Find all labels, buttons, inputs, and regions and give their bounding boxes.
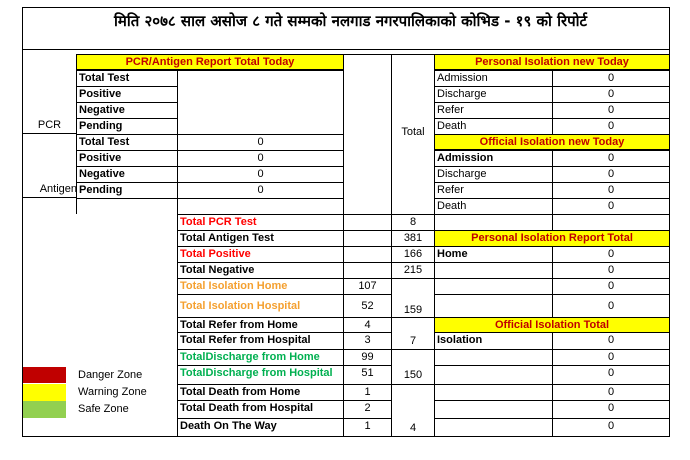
official-new-value: 0 (552, 182, 670, 199)
official-total-value: 0 (552, 400, 670, 419)
personal-total-label (434, 262, 553, 279)
danger-zone-label: Danger Zone (78, 369, 143, 381)
total-isolation-home-label: Total Isolation Home (177, 278, 344, 295)
empty-cell (434, 418, 553, 437)
antigen-value: 0 (177, 134, 344, 151)
official-total-header: Official Isolation Total (434, 317, 670, 333)
personal-new-label: Discharge (434, 86, 553, 103)
pcr-value-cell (177, 70, 344, 135)
official-total-label (434, 384, 553, 401)
total-antigen-test-value: 381 (391, 230, 435, 247)
warning-zone-label: Warning Zone (78, 386, 147, 398)
safe-zone-label: Safe Zone (78, 403, 129, 415)
official-total-label: Isolation (434, 332, 553, 350)
empty-cell (343, 214, 392, 231)
personal-total-header: Personal Isolation Report Total (434, 230, 670, 247)
antigen-row-label: Positive (76, 150, 178, 167)
total-isolation-hospital-label: Total Isolation Hospital (177, 294, 344, 318)
official-new-value: 0 (552, 198, 670, 215)
official-total-label (434, 365, 553, 385)
total-positive-value: 166 (391, 246, 435, 263)
total-death-home-label: Total Death from Home (177, 384, 344, 401)
total-isolation-home-value: 107 (343, 278, 392, 295)
total-discharge-home-label: TotalDischarge from Home (177, 349, 344, 366)
personal-new-label: Admission (434, 70, 553, 87)
personal-total-value: 0 (552, 294, 670, 318)
pcr-row-label: Total Test (76, 70, 178, 87)
antigen-group-label: Antigen (39, 183, 77, 195)
total-negative-label: Total Negative (177, 262, 344, 279)
total-discharge-hospital-value: 51 (343, 365, 392, 385)
warning-zone-swatch (23, 384, 66, 401)
total-discharge-home-value: 99 (343, 349, 392, 366)
total-isolation-sum: 159 (391, 278, 435, 318)
total-refer-home-value: 4 (343, 317, 392, 333)
total-refer-sum: 7 (391, 317, 435, 350)
total-death-sum: 4 (391, 384, 435, 437)
official-total-value: 0 (552, 349, 670, 366)
official-new-label: Admission (434, 150, 553, 167)
personal-new-value: 0 (552, 70, 670, 87)
antigen-row-label: Total Test (76, 134, 178, 151)
official-total-label (434, 400, 553, 419)
pcr-row-label: Positive (76, 86, 178, 103)
official-new-value: 0 (552, 150, 670, 167)
total-refer-hospital-label: Total Refer from Hospital (177, 332, 344, 350)
official-new-value: 0 (552, 166, 670, 183)
official-new-header: Official Isolation new Today (434, 134, 670, 150)
antigen-value: 0 (177, 182, 344, 199)
total-discharge-hospital-label: TotalDischarge from Hospital (177, 365, 344, 385)
death-on-the-way-value: 1 (343, 418, 392, 437)
empty-cell (76, 198, 178, 214)
empty-cell (434, 214, 553, 231)
official-total-value: 0 (552, 384, 670, 401)
total-negative-value: 215 (391, 262, 435, 279)
official-new-label: Discharge (434, 166, 553, 183)
total-death-hospital-label: Total Death from Hospital (177, 400, 344, 419)
empty-cell (343, 230, 392, 247)
official-total-value: 0 (552, 365, 670, 385)
official-new-label: Refer (434, 182, 553, 199)
total-isolation-hospital-value: 52 (343, 294, 392, 318)
empty-cell (343, 262, 392, 279)
total-death-hospital-value: 2 (343, 400, 392, 419)
total-refer-home-label: Total Refer from Home (177, 317, 344, 333)
total-antigen-test-label: Total Antigen Test (177, 230, 344, 247)
total-refer-hospital-value: 3 (343, 332, 392, 350)
personal-new-label: Refer (434, 102, 553, 119)
antigen-row-label: Negative (76, 166, 178, 183)
empty-cell (552, 214, 670, 231)
pcr-group-label: PCR (37, 119, 62, 131)
antigen-value: 0 (177, 150, 344, 167)
pcr-antigen-header: PCR/Antigen Report Total Today (76, 54, 344, 70)
pcr-row-label: Pending (76, 118, 178, 135)
total-discharge-sum: 150 (391, 349, 435, 385)
pcr-row-label: Negative (76, 102, 178, 119)
death-on-the-way-label: Death On The Way (177, 418, 344, 437)
official-total-label (434, 349, 553, 366)
personal-total-label (434, 278, 553, 295)
personal-new-value: 0 (552, 86, 670, 103)
personal-total-value: 0 (552, 262, 670, 279)
official-new-label: Death (434, 198, 553, 215)
personal-new-label: Death (434, 118, 553, 135)
total-pcr-test-label: Total PCR Test (177, 214, 344, 231)
official-total-value: 0 (552, 332, 670, 350)
personal-new-value: 0 (552, 102, 670, 119)
empty-cell (434, 294, 553, 318)
personal-total-value: 0 (552, 246, 670, 263)
danger-zone-swatch (23, 367, 66, 383)
official-total-value: 0 (552, 418, 670, 437)
antigen-row-label: Pending (76, 182, 178, 199)
report-title: मिति २०७८ साल असोज ८ गते सम्मको नलगाड नगरपालिकाको कोभिड - १९ को रिपोर्ट (22, 7, 670, 50)
empty-cell (343, 246, 392, 263)
total-column-label: Total (401, 126, 425, 138)
personal-total-value: 0 (552, 278, 670, 295)
empty-cell (343, 54, 392, 215)
total-pcr-test-value: 8 (391, 214, 435, 231)
personal-new-value: 0 (552, 118, 670, 135)
total-death-home-value: 1 (343, 384, 392, 401)
personal-new-header: Personal Isolation new Today (434, 54, 670, 70)
total-positive-label: Total Positive (177, 246, 344, 263)
safe-zone-swatch (23, 401, 66, 418)
personal-total-label: Home (434, 246, 553, 263)
antigen-value: 0 (177, 166, 344, 183)
